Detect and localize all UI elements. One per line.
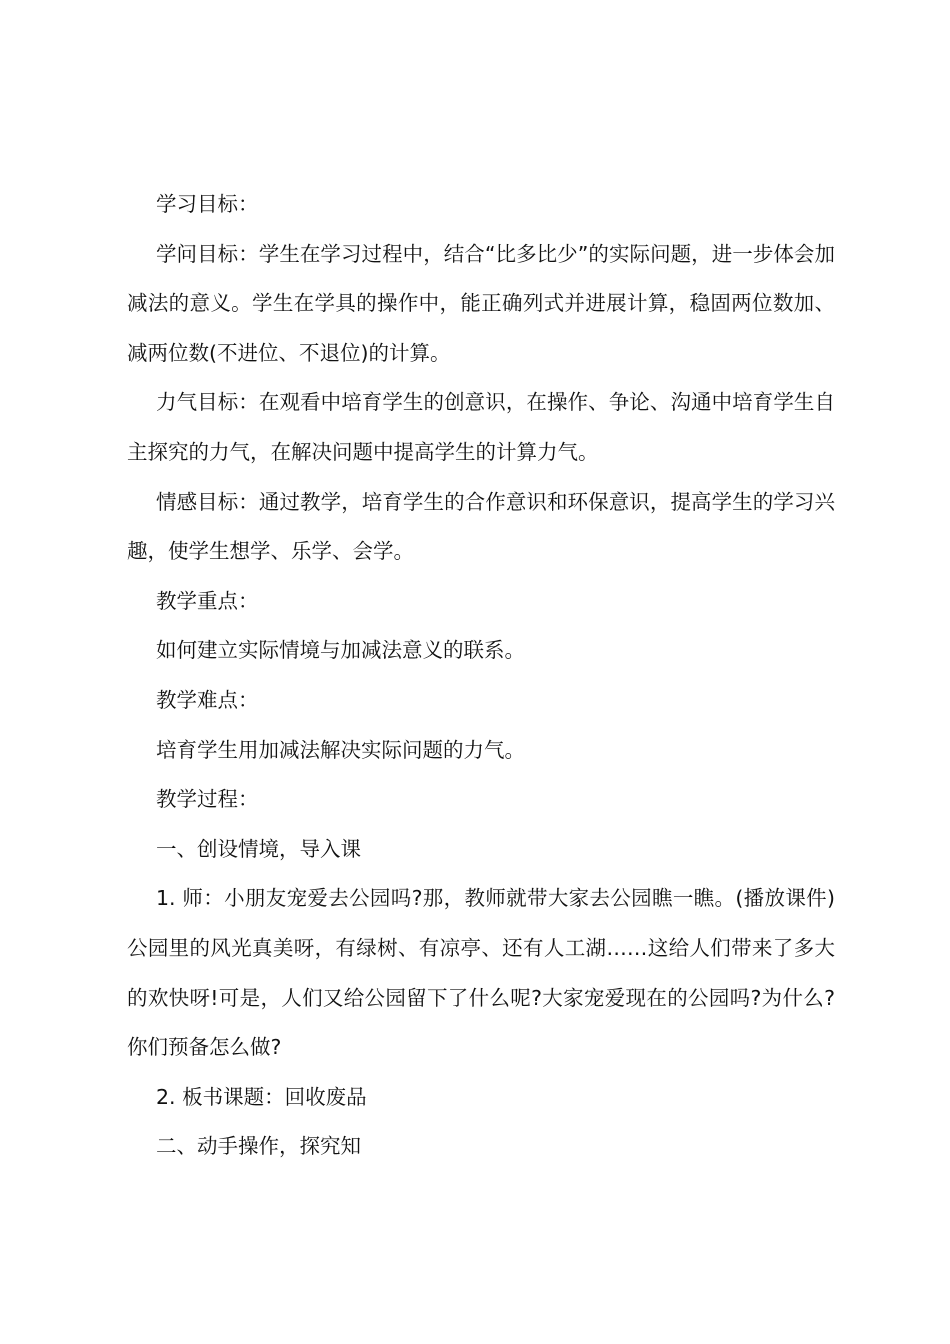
paragraph-teaching-focus: 如何建立实际情境与加减法意义的联系。 [156,638,525,663]
heading-teaching-focus: 教学重点： [156,588,259,613]
heading-learning-goals: 学习目标： [156,192,259,216]
heading-teaching-process: 教学过程： [156,787,259,812]
paragraph-teaching-difficulty: 培育学生用加减法解决实际问题的力气。 [156,737,525,762]
section-heading-two: 二、动手操作，探究知 [156,1134,361,1159]
paragraph-knowledge-goal: 学问目标：学生在学习过程中，结合“比多比少”的实际问题，进一步体会加减法的意义。学生在学具的操作中，能正确列式并进展计算，稳固两位数加、减两位数(不进位、不退位)的计算。 [127,241,835,365]
paragraph-step-1: 1. 师：小朋友宠爱去公园吗?那，教师就带大家去公园瞧一瞧。(播放课件)公园里的风光真美呀，有绿树、有凉亭、还有人工湖……这给人们带来了多大的欢快呀!可是，人们又给公园留下了什么呢?大家宠爱现在的公园吗?为什么?你们预备怎么做? [127,886,835,1060]
paragraph-ability-goal: 力气目标：在观看中培育学生的创意识，在操作、争论、沟通中培育学生自主探究的力气，在解决问题中提高学生的计算力气。 [127,390,835,464]
paragraph-emotion-goal: 情感目标：通过教学，培育学生的合作意识和环保意识，提高学生的学习兴趣，使学生想学、乐学、会学。 [127,489,835,564]
paragraph-step-2: 2. 板书课题：回收废品 [156,1084,367,1109]
heading-teaching-difficulty: 教学难点： [156,687,259,712]
document-body [127,180,835,1172]
section-heading-one: 一、创设情境，导入课 [156,836,361,861]
